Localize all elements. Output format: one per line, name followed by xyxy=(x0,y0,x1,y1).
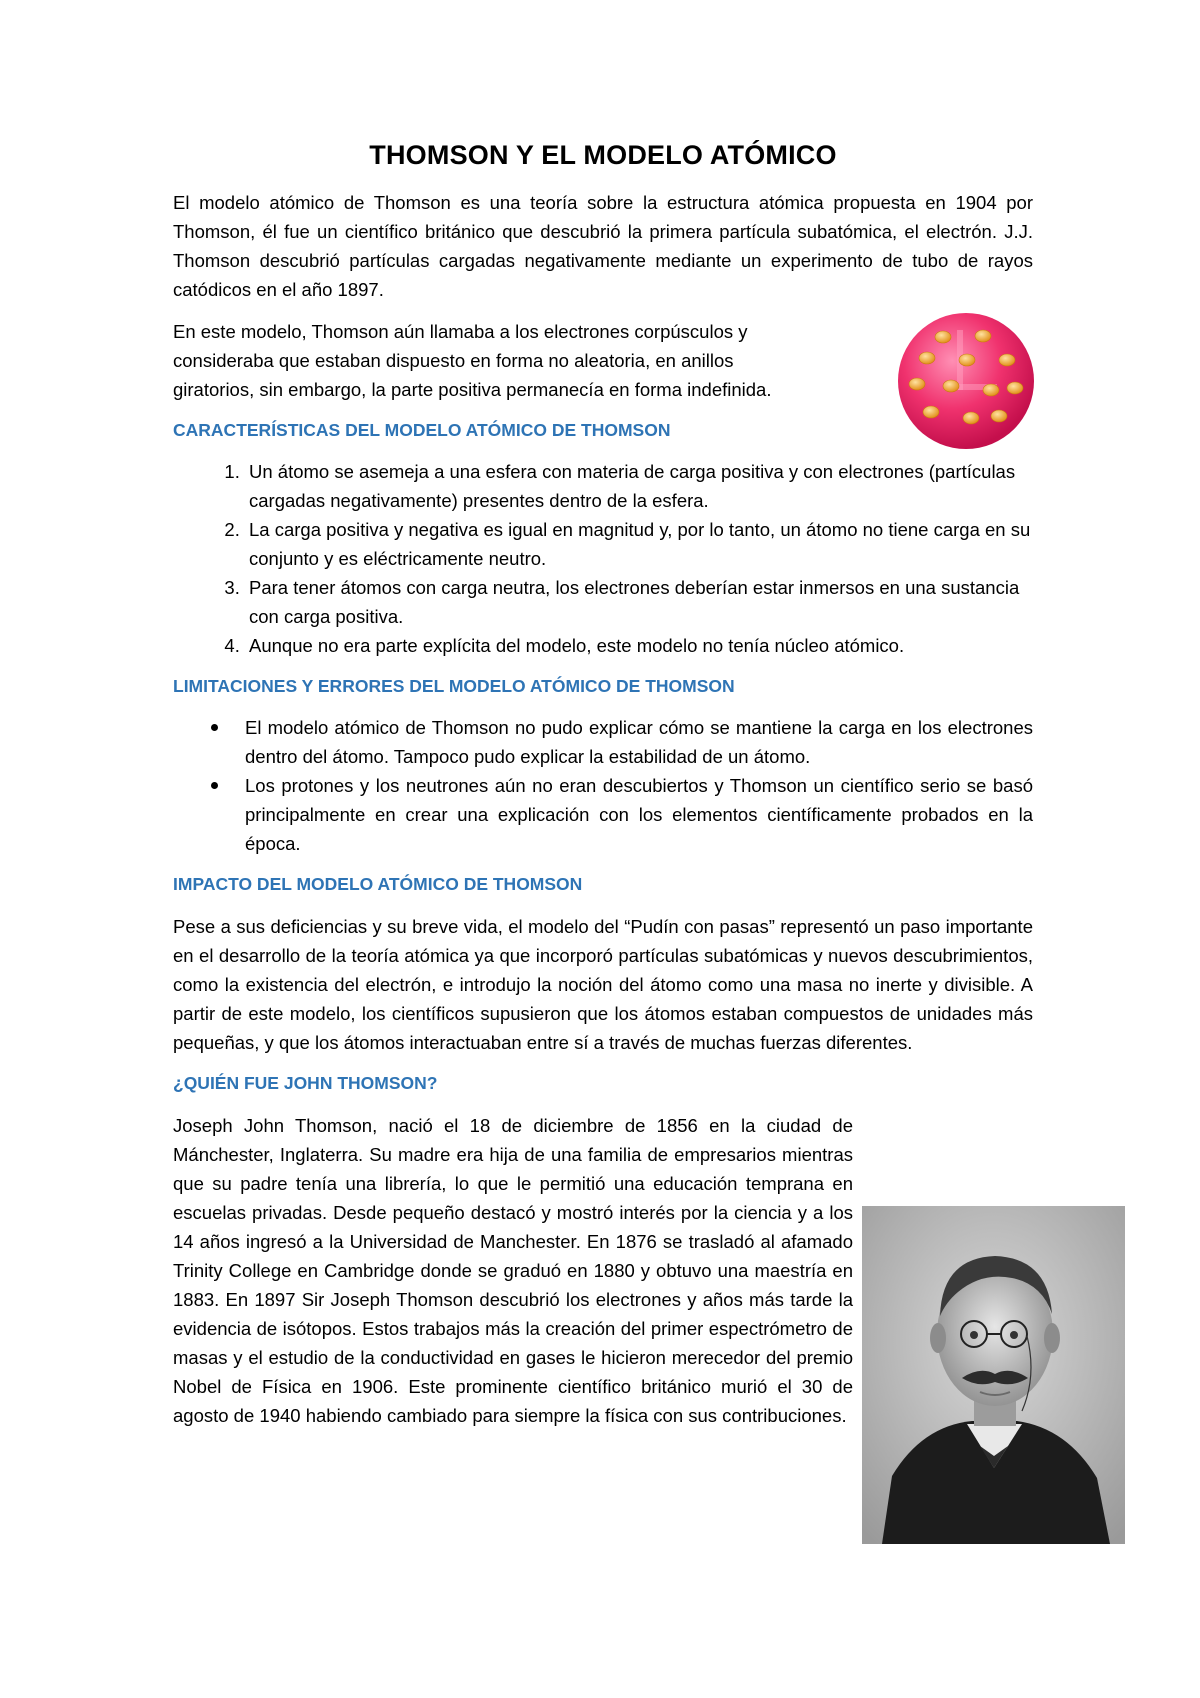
characteristics-list xyxy=(173,457,1033,660)
biography-paragraph: Joseph John Thomson, nació el 18 de diciembre de 1856 en la ciudad de Mánchester, Inglaterra. Su madre era hija de una familia de empresarios mientras que su padre tenía una librería, lo que le permitió una educación temprana en escuelas privadas. Desde pequeño destacó y mostró interés por la ciencia y a los 14 años ingresó a la Universidad de Manchester. En 1876 se trasladó al afamado Trinity College en Cambridge donde se graduó en 1880 y obtuvo una maestría en 1883. En 1897 Sir Joseph Thomson descubrió los electrones y años más tarde la evidencia de isótopos. Estos trabajos más la creación del primer espectrómetro de masas y el estudio de la conductividad en gases le hicieron merecedor del premio Nobel de Física en 1906. Este prominente científico británico murió el 30 de agosto de 1940 habiendo cambiado para siempre la física con sus contribuciones. xyxy=(173,1115,853,1426)
document-title: THOMSON Y EL MODELO ATÓMICO xyxy=(369,140,837,170)
atom-model-image xyxy=(895,310,1037,452)
section-heading-impact: IMPACTO DEL MODELO ATÓMICO DE THOMSON xyxy=(173,874,583,894)
intro-paragraph: El modelo atómico de Thomson es una teoría sobre la estructura atómica propuesta en 1904 por Thomson, él fue un científico británico que descubrió la primera partícula subatómica, el electrón. J.J. Thomson descubrió partículas cargadas negativamente mediante un experimento de tubo de rayos catódicos en el año 1897. xyxy=(173,192,1033,300)
section-heading-limitations: LIMITACIONES Y ERRORES DEL MODELO ATÓMICO DE THOMSON xyxy=(173,676,735,696)
section-heading-biography: ¿QUIÉN FUE JOHN THOMSON? xyxy=(173,1073,438,1093)
section-heading-characteristics: CARACTERÍSTICAS DEL MODELO ATÓMICO DE THOMSON xyxy=(173,420,671,440)
model-paragraph: En este modelo, Thomson aún llamaba a los electrones corpúsculos y consideraba que estaban dispuesto en forma no aleatoria, en anillos giratorios, sin embargo, la parte positiva permanecía en forma indefinida. xyxy=(173,321,772,400)
list-item: El modelo atómico de Thomson no pudo explicar cómo se mantiene la carga en los electrones dentro del átomo. Tampoco pudo explicar la estabilidad de un átomo. xyxy=(245,713,1033,771)
list-item: 1. Un átomo se asemeja a una esfera con materia de carga positiva y con electrones (partículas cargadas negativamente) presentes dentro de la esfera. xyxy=(245,457,1033,515)
list-item: 3. Para tener átomos con carga neutra, los electrones deberían estar inmersos en una sustancia con carga positiva. xyxy=(245,573,1033,631)
list-item: 4. Aunque no era parte explícita del modelo, este modelo no tenía núcleo atómico. xyxy=(245,631,1033,660)
limitations-list xyxy=(173,713,1033,858)
list-item: Los protones y los neutrones aún no eran descubiertos y Thomson un científico serio se basó principalmente en crear una explicación con los elementos científicamente probados en la época. xyxy=(245,771,1033,858)
impact-paragraph: Pese a sus deficiencias y su breve vida, el modelo del “Pudín con pasas” representó un paso importante en el desarrollo de la teoría atómica ya que incorporó partículas subatómicas y nuevos descubrimientos, como la existencia del electrón, e introdujo la noción del átomo como una masa no inerte y divisible. A partir de este modelo, los científicos supusieron que los átomos estaban compuestos de unidades más pequeñas, y que los átomos interactuaban entre sí a través de muchas fuerzas diferentes. xyxy=(173,916,1033,1053)
list-item: 2. La carga positiva y negativa es igual en magnitud y, por lo tanto, un átomo no tiene carga en su conjunto y es eléctricamente neutro. xyxy=(245,515,1033,573)
thomson-portrait-image xyxy=(862,1206,1125,1544)
